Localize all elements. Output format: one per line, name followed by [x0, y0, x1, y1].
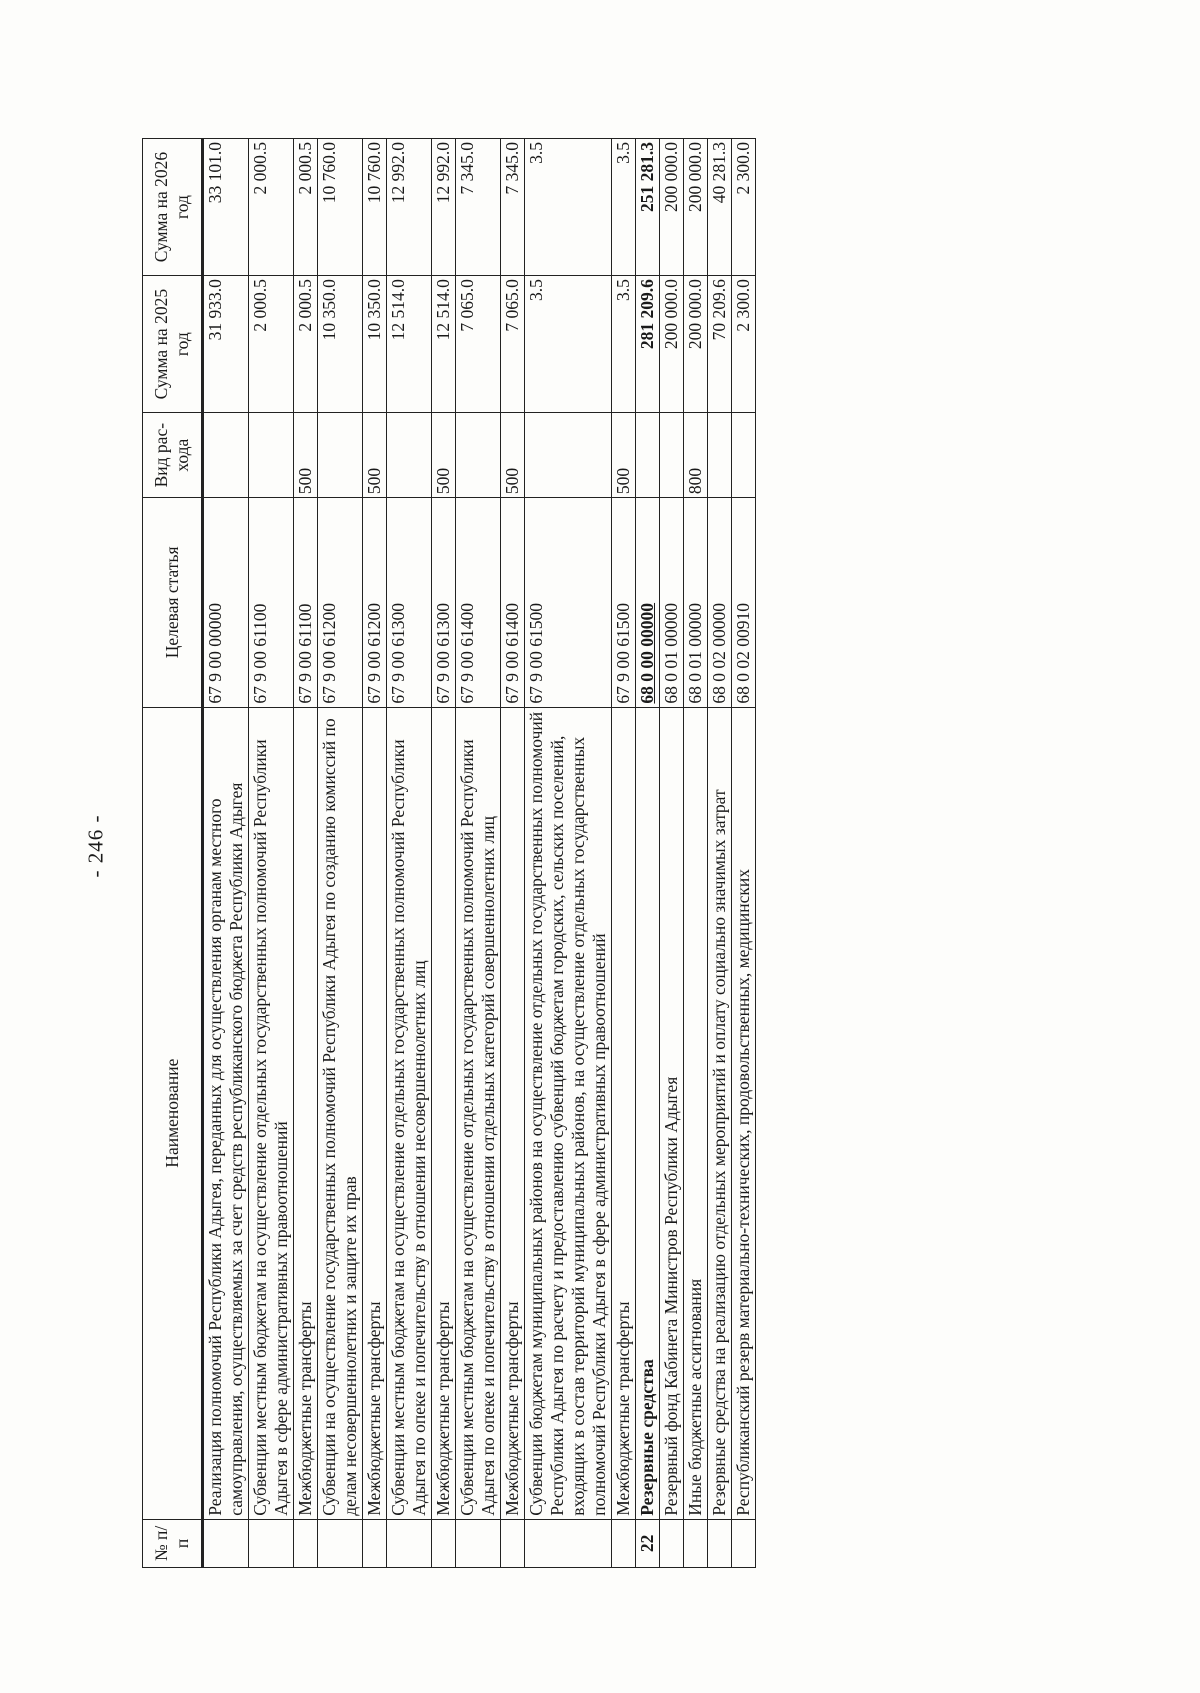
row-number	[732, 1519, 756, 1567]
row-name: Субвенции на осуществление государственных полномочий Республики Адыгея по созданию комиссий по делам несовершеннолетних и защите их прав	[318, 707, 363, 1519]
row-amount-2025: 12 514.0	[387, 276, 432, 413]
row-amount-2025: 200 000.0	[684, 276, 708, 413]
row-amount-2025: 3.5	[612, 276, 636, 413]
row-expense-kind	[249, 413, 294, 498]
table-row	[432, 139, 456, 1568]
table-header-row	[143, 139, 203, 1568]
table-row	[732, 139, 756, 1568]
row-number	[432, 1519, 456, 1567]
row-target-code: 67 9 00 61500	[525, 498, 612, 707]
row-name: Резервный фонд Кабинета Министров Республики Адыгея	[660, 707, 684, 1519]
row-target-code: 67 9 00 61400	[456, 498, 501, 707]
row-name: Субвенции бюджетам муниципальных районов на осуществление отдельных государственных полномочий Республики Адыгея по расчету и предоставлению субвенций бюджетам городских, сельских поселений, входящих в состав территорий муниципальных районов, на осуществление отдельных государственных полномочий Республики Адыгея в сфере административных правоотношений	[525, 707, 612, 1519]
row-name: Резервные средства	[636, 707, 660, 1519]
row-amount-2025: 70 209.6	[708, 276, 732, 413]
row-amount-2025: 2 300.0	[732, 276, 756, 413]
page-number: - 246 -	[83, 814, 108, 878]
row-expense-kind: 500	[363, 413, 387, 498]
table-body	[203, 139, 756, 1568]
row-expense-kind	[318, 413, 363, 498]
row-name: Республиканский резерв материально-технических, продовольственных, медицинских	[732, 707, 756, 1519]
row-target-code: 67 9 00 61300	[387, 498, 432, 707]
row-target-code: 67 9 00 61300	[432, 498, 456, 707]
row-amount-2026: 10 760.0	[318, 139, 363, 276]
row-name: Иные бюджетные ассигнования	[684, 707, 708, 1519]
row-expense-kind	[636, 413, 660, 498]
row-expense-kind: 500	[501, 413, 525, 498]
row-expense-kind: 500	[432, 413, 456, 498]
row-amount-2026: 40 281.3	[708, 139, 732, 276]
row-target-code: 67 9 00 00000	[203, 498, 249, 707]
row-amount-2025: 3.5	[525, 276, 612, 413]
row-amount-2026: 33 101.0	[203, 139, 249, 276]
row-amount-2026: 3.5	[612, 139, 636, 276]
row-amount-2026: 12 992.0	[387, 139, 432, 276]
row-target-code: 67 9 00 61200	[363, 498, 387, 707]
row-number	[363, 1519, 387, 1567]
budget-table	[142, 138, 756, 1568]
row-target-code: 67 9 00 61500	[612, 498, 636, 707]
table-row	[294, 139, 318, 1568]
table-row	[318, 139, 363, 1568]
header-name: Наименование	[143, 707, 203, 1519]
row-amount-2026: 200 000.0	[684, 139, 708, 276]
row-expense-kind	[708, 413, 732, 498]
row-target-code: 68 0 00 00000	[636, 498, 660, 707]
row-target-code: 67 9 00 61100	[249, 498, 294, 707]
row-expense-kind: 500	[612, 413, 636, 498]
row-name: Межбюджетные трансферты	[432, 707, 456, 1519]
row-number	[249, 1519, 294, 1567]
row-amount-2025: 12 514.0	[432, 276, 456, 413]
header-2026: Сумма на 2026 год	[143, 139, 203, 276]
row-name: Реализация полномочий Республики Адыгея, переданных для осуществления органам местного самоуправления, осуществляемых за счет средств республиканского бюджета Республики Адыгея	[203, 707, 249, 1519]
table-row	[363, 139, 387, 1568]
table-row	[660, 139, 684, 1568]
row-number: 22	[636, 1519, 660, 1567]
row-target-code: 68 0 02 00000	[708, 498, 732, 707]
row-amount-2026: 200 000.0	[660, 139, 684, 276]
table-row	[636, 139, 660, 1568]
row-name: Межбюджетные трансферты	[501, 707, 525, 1519]
row-name: Межбюджетные трансферты	[294, 707, 318, 1519]
row-expense-kind	[456, 413, 501, 498]
row-target-code: 68 0 02 00910	[732, 498, 756, 707]
row-amount-2025: 2 000.5	[294, 276, 318, 413]
table-row	[203, 139, 249, 1568]
row-amount-2025: 200 000.0	[660, 276, 684, 413]
row-expense-kind: 500	[294, 413, 318, 498]
row-amount-2025: 7 065.0	[501, 276, 525, 413]
row-name: Межбюджетные трансферты	[363, 707, 387, 1519]
table-row	[456, 139, 501, 1568]
table-row	[525, 139, 612, 1568]
row-amount-2026: 2 000.5	[294, 139, 318, 276]
row-amount-2026: 7 345.0	[501, 139, 525, 276]
header-kind: Вид рас-хода	[143, 413, 203, 498]
table-row	[501, 139, 525, 1568]
row-amount-2026: 12 992.0	[432, 139, 456, 276]
row-name: Резервные средства на реализацию отдельных мероприятий и оплату социально значимых затрат	[708, 707, 732, 1519]
row-number	[708, 1519, 732, 1567]
row-name: Субвенции местным бюджетам на осуществление отдельных государственных полномочий Республики Адыгея по опеке и попечительству в отношении несовершеннолетних лиц	[387, 707, 432, 1519]
row-name: Субвенции местным бюджетам на осуществление отдельных государственных полномочий Республики Адыгея по опеке и попечительству в отношении отдельных категорий совершеннолетних лиц	[456, 707, 501, 1519]
table-row	[249, 139, 294, 1568]
row-amount-2025: 10 350.0	[363, 276, 387, 413]
row-number	[525, 1519, 612, 1567]
row-name: Межбюджетные трансферты	[612, 707, 636, 1519]
header-2025: Сумма на 2025 год	[143, 276, 203, 413]
row-number	[612, 1519, 636, 1567]
row-number	[203, 1519, 249, 1567]
row-number	[387, 1519, 432, 1567]
row-target-code: 68 0 01 00000	[684, 498, 708, 707]
row-target-code: 67 9 00 61400	[501, 498, 525, 707]
row-amount-2026: 3.5	[525, 139, 612, 276]
row-name: Субвенции местным бюджетам на осуществление отдельных государственных полномочий Республики Адыгея в сфере административных правоотношений	[249, 707, 294, 1519]
row-number	[294, 1519, 318, 1567]
row-amount-2026: 7 345.0	[456, 139, 501, 276]
row-amount-2025: 7 065.0	[456, 276, 501, 413]
row-amount-2026: 10 760.0	[363, 139, 387, 276]
rotated-page-content	[142, 138, 937, 1568]
row-expense-kind	[732, 413, 756, 498]
row-number	[684, 1519, 708, 1567]
header-num: № п/п	[143, 1519, 203, 1567]
row-expense-kind	[387, 413, 432, 498]
table-row	[684, 139, 708, 1568]
row-expense-kind	[660, 413, 684, 498]
row-amount-2025: 10 350.0	[318, 276, 363, 413]
row-target-code: 67 9 00 61100	[294, 498, 318, 707]
row-amount-2025: 2 000.5	[249, 276, 294, 413]
row-number	[456, 1519, 501, 1567]
row-amount-2025: 281 209.6	[636, 276, 660, 413]
row-amount-2026: 2 300.0	[732, 139, 756, 276]
table-row	[708, 139, 732, 1568]
row-expense-kind	[203, 413, 249, 498]
row-number	[501, 1519, 525, 1567]
row-expense-kind	[525, 413, 612, 498]
row-amount-2026: 251 281.3	[636, 139, 660, 276]
row-target-code: 68 0 01 00000	[660, 498, 684, 707]
row-target-code: 67 9 00 61200	[318, 498, 363, 707]
row-amount-2026: 2 000.5	[249, 139, 294, 276]
table-row	[387, 139, 432, 1568]
row-number	[660, 1519, 684, 1567]
row-amount-2025: 31 933.0	[203, 276, 249, 413]
row-number	[318, 1519, 363, 1567]
table-row	[612, 139, 636, 1568]
row-expense-kind: 800	[684, 413, 708, 498]
header-target: Целевая статья	[143, 498, 203, 707]
